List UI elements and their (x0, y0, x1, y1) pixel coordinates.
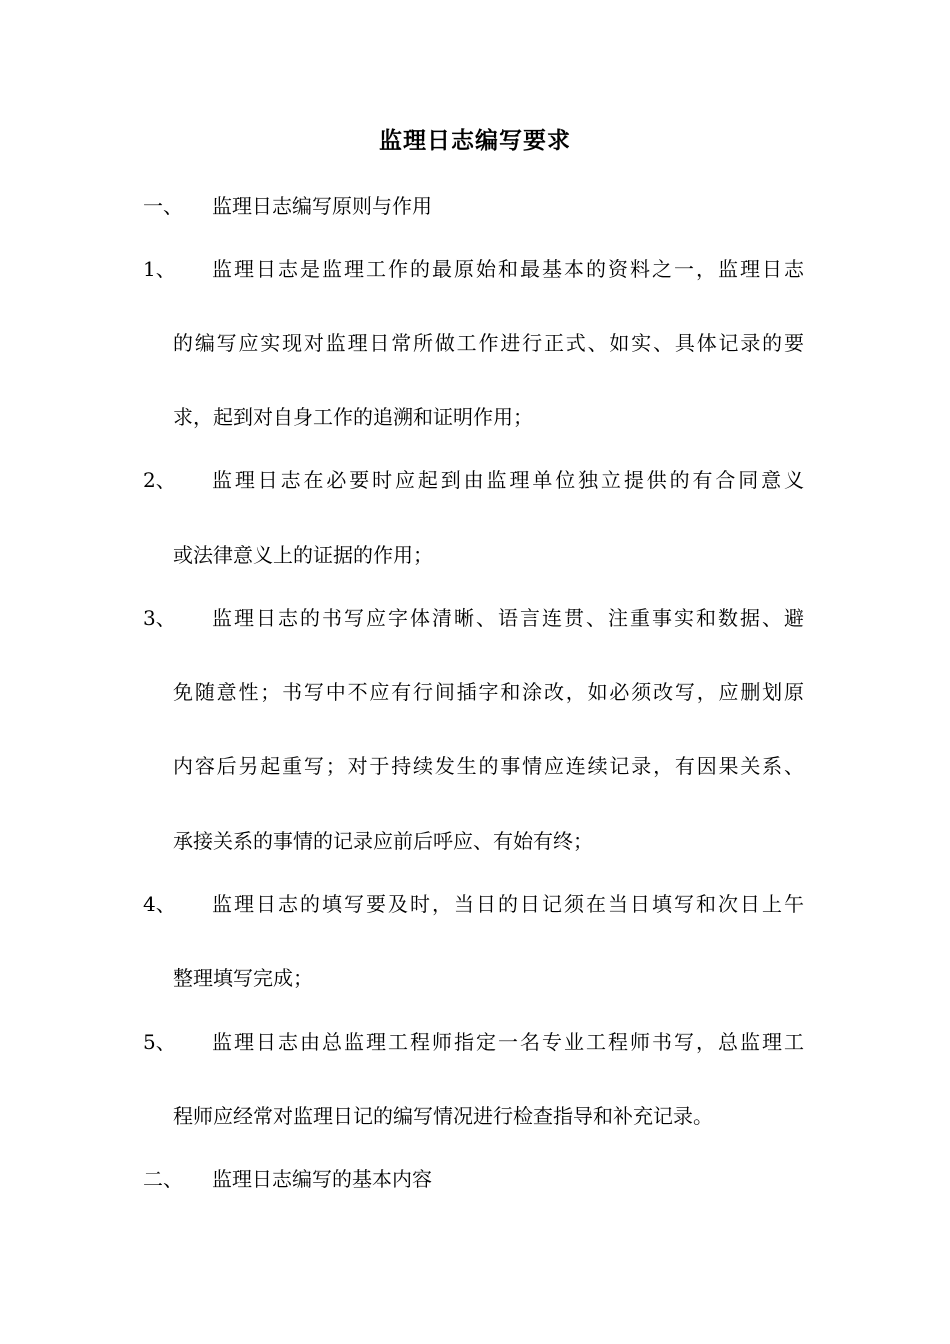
item1-number: 1、 (143, 257, 176, 281)
section1-heading: 监理日志编写原则与作用 (212, 194, 432, 218)
section1-number: 一、 (143, 194, 183, 218)
item4-number: 4、 (143, 892, 176, 916)
item3-line1: 监理日志的书写应字体清晰、语言连贯、注重事实和数据、避 (212, 606, 804, 630)
item4-line1: 监理日志的填写要及时，当日的日记须在当日填写和次日上午 (212, 892, 804, 916)
item1-line2: 的编写应实现对监理日常所做工作进行正式、如实、具体记录的要 (173, 331, 804, 355)
item3-line3: 内容后另起重写；对于持续发生的事情应连续记录，有因果关系、 (173, 754, 804, 778)
section2-heading: 监理日志编写的基本内容 (212, 1167, 432, 1191)
item5-number: 5、 (143, 1030, 176, 1054)
item5-line2: 程师应经常对监理日记的编写情况进行检查指导和补充记录。 (173, 1104, 713, 1128)
item2-number: 2、 (143, 468, 176, 492)
item1-line1: 监理日志是监理工作的最原始和最基本的资料之一，监理日志 (212, 257, 804, 281)
item2-line1: 监理日志在必要时应起到由监理单位独立提供的有合同意义 (212, 468, 804, 492)
item2-line2: 或法律意义上的证据的作用； (173, 543, 433, 567)
item3-line2: 免随意性；书写中不应有行间插字和涂改，如必须改写，应删划原 (173, 680, 804, 704)
item4-line2: 整理填写完成； (173, 966, 313, 990)
item1-line3: 求，起到对自身工作的追溯和证明作用； (173, 405, 533, 429)
item3-line4: 承接关系的事情的记录应前后呼应、有始有终； (173, 829, 593, 853)
item3-number: 3、 (143, 606, 176, 630)
section2-number: 二、 (143, 1167, 183, 1191)
document-title: 监理日志编写要求 (379, 127, 571, 154)
item5-line1: 监理日志由总监理工程师指定一名专业工程师书写，总监理工 (212, 1030, 804, 1054)
